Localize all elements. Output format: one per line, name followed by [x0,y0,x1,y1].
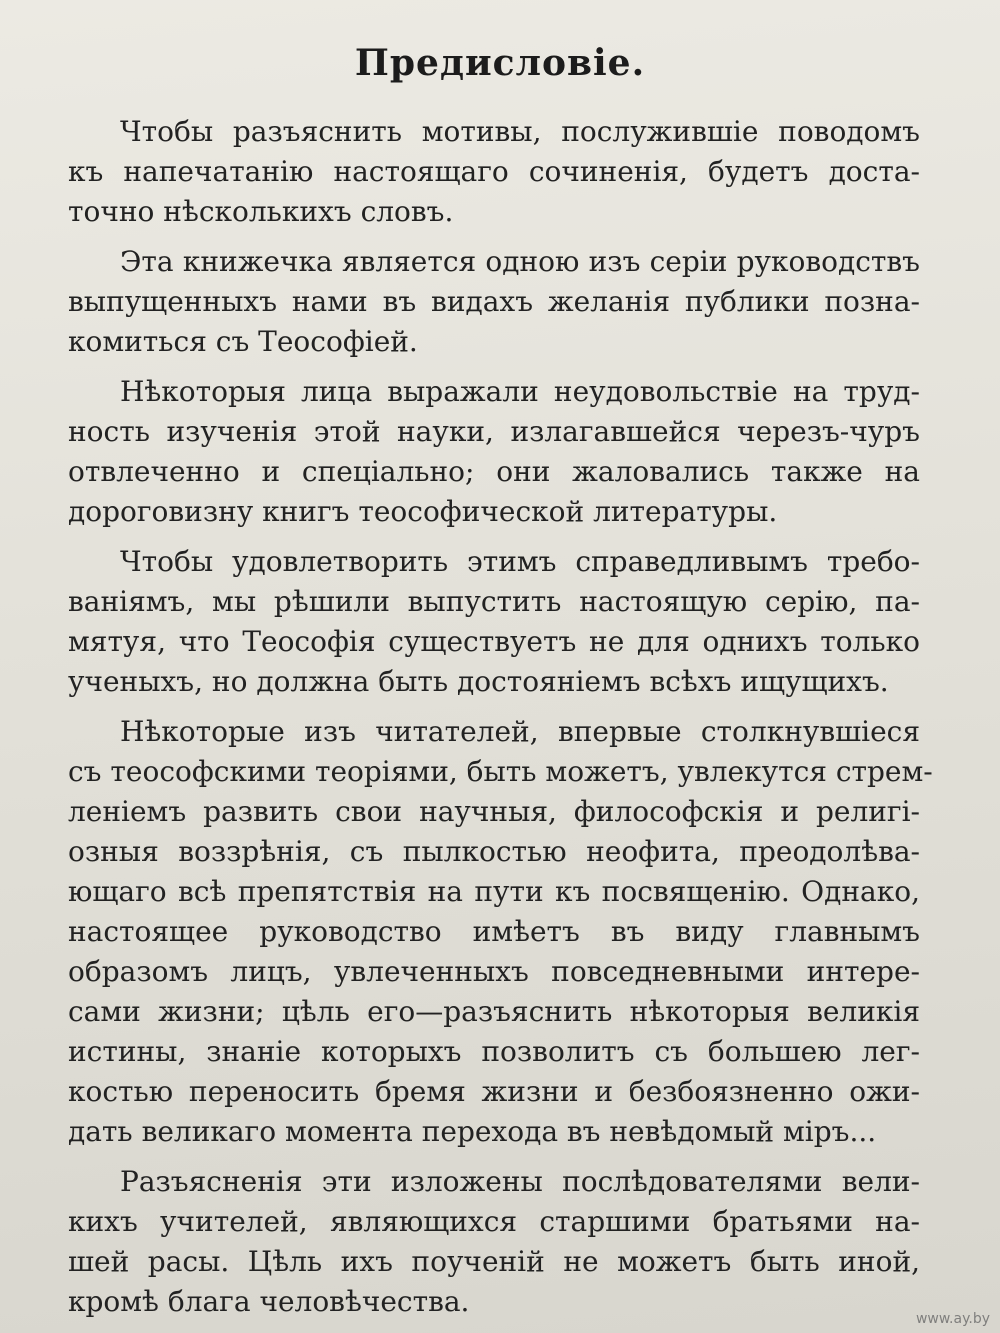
text-line: комиться съ Теософіей. [68,325,418,358]
text-line: Нѣкоторые изъ читателей, впервые столкнувшіеся [120,715,920,748]
page-title: Предисловіе. [354,42,646,84]
text-line: дороговизну книгъ теософической литературы. [68,495,778,528]
text-line: Чтобы разъяснить мотивы, послужившіе поводомъ [120,115,920,148]
watermark: www.ay.by [915,1311,990,1327]
paragraph [68,242,920,362]
text-line: ученыхъ, но должна быть достояніемъ всѣхъ ищущихъ. [68,665,889,698]
text-line: ющаго всѣ препятствія на пути къ посвященію. Однако, [68,875,920,908]
text-line: истины, знаніе которыхъ позволитъ съ большею лег- [68,1035,920,1068]
text-line: леніемъ развить свои научныя, философскія и религі- [68,795,920,828]
paragraph [68,542,920,702]
text-line: Нѣкоторыя лица выражали неудовольствіе на труд- [120,375,920,408]
paragraph [68,112,920,232]
text-line: кромѣ блага человѣчества. [68,1285,470,1318]
text-line: настоящее руководство имѣетъ въ виду главнымъ [68,915,920,948]
text-line: шей расы. Цѣль ихъ поученій не можетъ быть иной, [68,1245,920,1278]
text-line: Чтобы удовлетворить этимъ справедливымъ требо- [120,545,920,578]
text-line: ваніямъ, мы рѣшили выпустить настоящую серію, па- [68,585,920,618]
text-line: костью переносить бремя жизни и безбоязненно ожи- [68,1075,920,1108]
text-line: ность изученія этой науки, излагавшейся черезъ-чуръ [68,415,920,448]
paragraph [68,372,920,532]
paragraph [68,1162,920,1322]
text-line: кихъ учителей, являющихся старшими братьями на- [68,1205,920,1238]
text-line: Разъясненія эти изложены послѣдователями вели- [120,1165,920,1198]
text-line: мятуя, что Теософія существуетъ не для однихъ только [68,625,920,658]
preface-text [68,112,933,1332]
text-line: Эта книжечка является одною изъ серіи руководствъ [120,245,920,278]
text-line: отвлеченно и спеціально; они жаловались также на [68,455,920,488]
text-line: сами жизни; цѣль его—разъяснить нѣкоторыя великія [68,995,920,1028]
text-line: съ теософскими теоріями, быть можетъ, увлекутся стрем- [68,755,933,788]
text-line: къ напечатанію настоящаго сочиненія, будетъ доста- [68,155,920,188]
text-line: выпущенныхъ нами въ видахъ желанія публики позна- [68,285,920,318]
text-line: озныя воззрѣнія, съ пылкостью неофита, преодолѣва- [68,835,920,868]
text-line: дать великаго момента перехода въ невѣдомый міръ... [68,1115,877,1148]
text-line: точно нѣсколькихъ словъ. [68,195,454,228]
paragraph [68,712,933,1152]
text-line: образомъ лицъ, увлеченныхъ повседневными интере- [68,955,920,988]
